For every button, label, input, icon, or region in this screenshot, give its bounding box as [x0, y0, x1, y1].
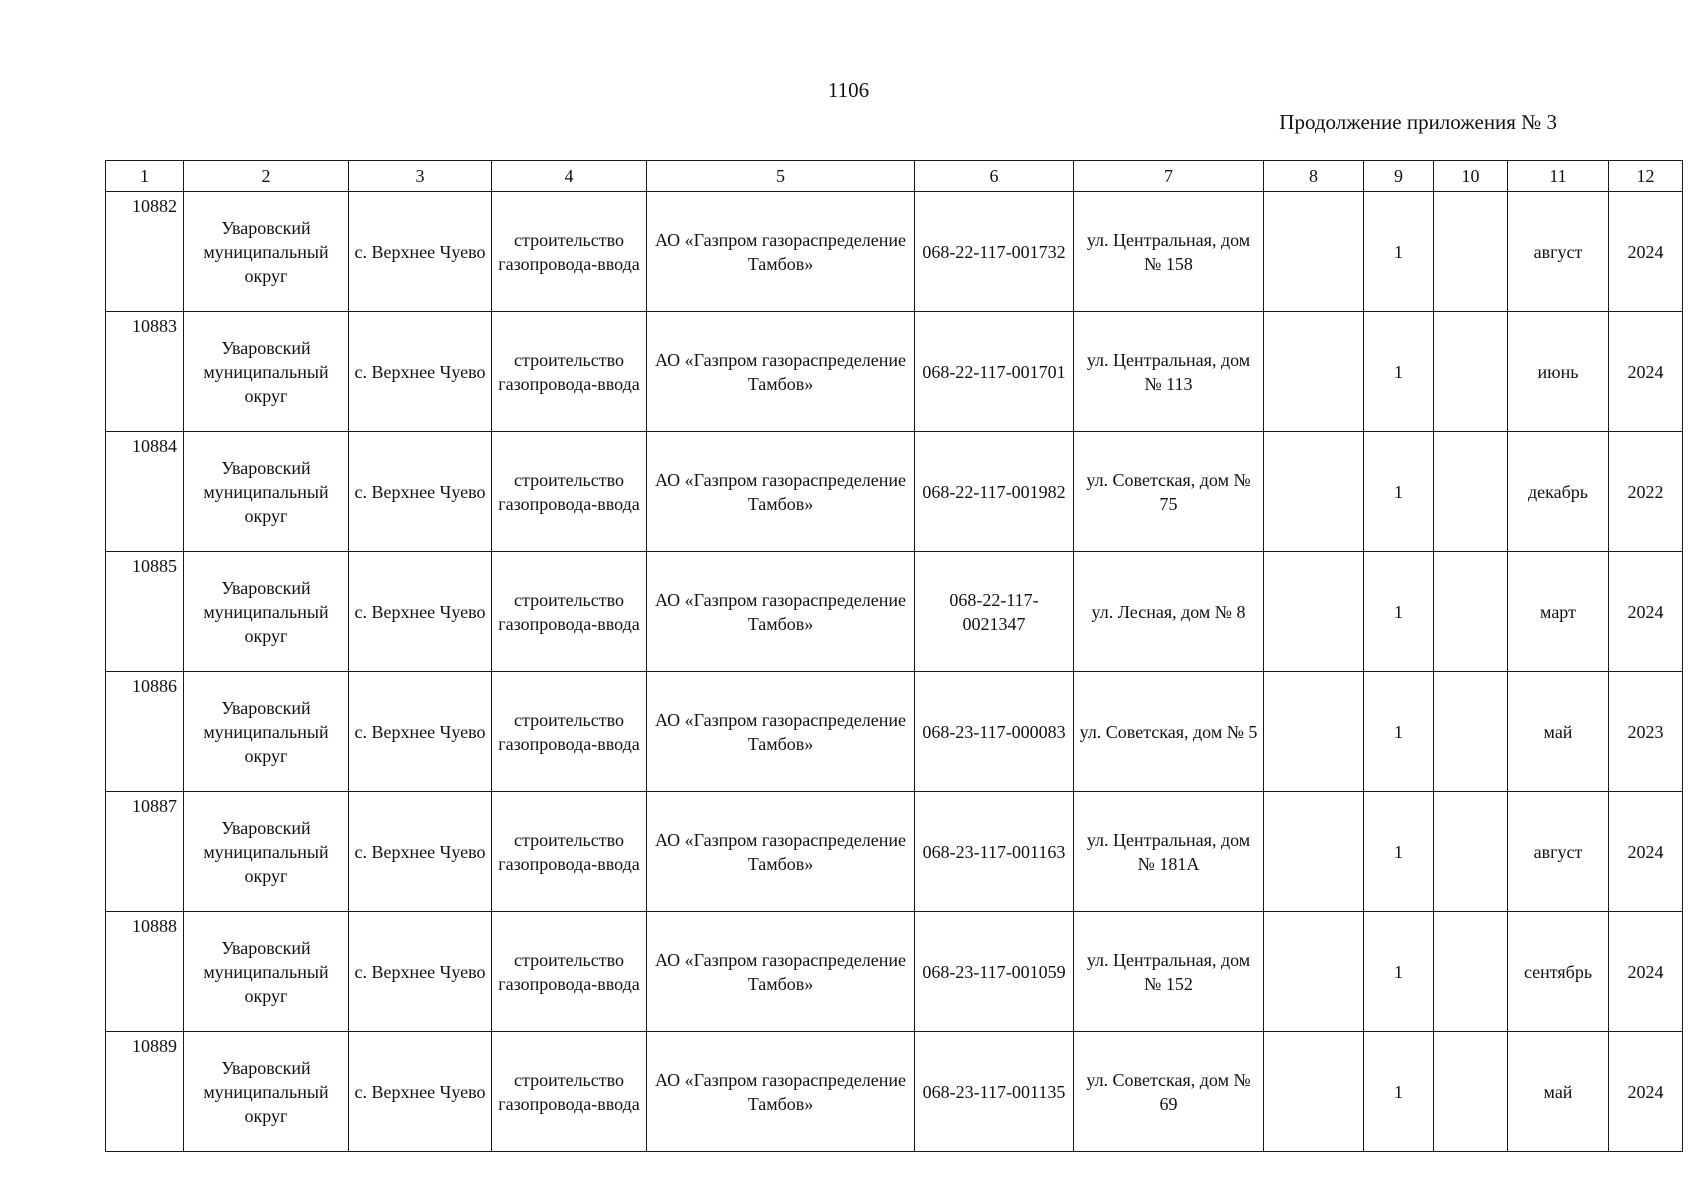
column-8-cell	[1264, 912, 1364, 1032]
year-cell: 2024	[1609, 792, 1683, 912]
settlement-cell: с. Верхнее Чуево	[349, 552, 492, 672]
column-8-cell	[1264, 672, 1364, 792]
address-cell: ул. Советская, дом № 5	[1074, 672, 1264, 792]
organization-cell: АО «Газпром газораспределение Тамбов»	[647, 792, 915, 912]
column-8-cell	[1264, 312, 1364, 432]
work-type-cell: строительство газопровода-ввода	[492, 552, 647, 672]
organization-cell: АО «Газпром газораспределение Тамбов»	[647, 1032, 915, 1152]
work-type-cell: строительство газопровода-ввода	[492, 432, 647, 552]
registry-code-cell: 068-23-117-000083	[915, 672, 1074, 792]
district-cell: Уваровский муниципальный округ	[184, 792, 349, 912]
work-type-cell: строительство газопровода-ввода	[492, 1032, 647, 1152]
year-cell: 2022	[1609, 432, 1683, 552]
settlement-cell: с. Верхнее Чуево	[349, 1032, 492, 1152]
year-cell: 2024	[1609, 912, 1683, 1032]
district-cell: Уваровский муниципальный округ	[184, 432, 349, 552]
settlement-cell: с. Верхнее Чуево	[349, 192, 492, 312]
address-cell: ул. Лесная, дом № 8	[1074, 552, 1264, 672]
quantity-cell: 1	[1364, 792, 1434, 912]
month-cell: май	[1508, 672, 1609, 792]
organization-cell: АО «Газпром газораспределение Тамбов»	[647, 432, 915, 552]
registry-code-cell: 068-23-117-001163	[915, 792, 1074, 912]
column-header: 6	[915, 161, 1074, 192]
registry-code-cell: 068-22-117-0021347	[915, 552, 1074, 672]
district-cell: Уваровский муниципальный округ	[184, 1032, 349, 1152]
appendix-title: Продолжение приложения № 3	[1279, 110, 1557, 134]
work-type-cell: строительство газопровода-ввода	[492, 792, 647, 912]
work-type-cell: строительство газопровода-ввода	[492, 312, 647, 432]
column-header: 5	[647, 161, 915, 192]
year-cell: 2024	[1609, 552, 1683, 672]
table-row	[106, 792, 1683, 912]
settlement-cell: с. Верхнее Чуево	[349, 792, 492, 912]
work-type-cell: строительство газопровода-ввода	[492, 912, 647, 1032]
quantity-cell: 1	[1364, 552, 1434, 672]
column-10-cell	[1434, 792, 1508, 912]
table-row	[106, 192, 1683, 312]
organization-cell: АО «Газпром газораспределение Тамбов»	[647, 552, 915, 672]
registry-code-cell: 068-22-117-001982	[915, 432, 1074, 552]
month-cell: август	[1508, 192, 1609, 312]
month-cell: август	[1508, 792, 1609, 912]
quantity-cell: 1	[1364, 912, 1434, 1032]
month-cell: май	[1508, 1032, 1609, 1152]
registry-code-cell: 068-23-117-001059	[915, 912, 1074, 1032]
work-type-cell: строительство газопровода-ввода	[492, 192, 647, 312]
address-cell: ул. Советская, дом № 69	[1074, 1032, 1264, 1152]
address-cell: ул. Центральная, дом № 152	[1074, 912, 1264, 1032]
address-cell: ул. Центральная, дом № 158	[1074, 192, 1264, 312]
column-header: 7	[1074, 161, 1264, 192]
registry-code-cell: 068-22-117-001701	[915, 312, 1074, 432]
quantity-cell: 1	[1364, 1032, 1434, 1152]
organization-cell: АО «Газпром газораспределение Тамбов»	[647, 912, 915, 1032]
column-8-cell	[1264, 1032, 1364, 1152]
column-header: 12	[1609, 161, 1683, 192]
column-header: 11	[1508, 161, 1609, 192]
quantity-cell: 1	[1364, 672, 1434, 792]
table-row	[106, 432, 1683, 552]
settlement-cell: с. Верхнее Чуево	[349, 912, 492, 1032]
column-10-cell	[1434, 432, 1508, 552]
organization-cell: АО «Газпром газораспределение Тамбов»	[647, 672, 915, 792]
row-number: 10888	[106, 912, 184, 1032]
district-cell: Уваровский муниципальный округ	[184, 552, 349, 672]
quantity-cell: 1	[1364, 312, 1434, 432]
month-cell: сентябрь	[1508, 912, 1609, 1032]
column-header: 4	[492, 161, 647, 192]
column-10-cell	[1434, 1032, 1508, 1152]
settlement-cell: с. Верхнее Чуево	[349, 672, 492, 792]
settlement-cell: с. Верхнее Чуево	[349, 312, 492, 432]
district-cell: Уваровский муниципальный округ	[184, 192, 349, 312]
settlement-cell: с. Верхнее Чуево	[349, 432, 492, 552]
column-10-cell	[1434, 552, 1508, 672]
row-number: 10885	[106, 552, 184, 672]
column-10-cell	[1434, 912, 1508, 1032]
column-10-cell	[1434, 312, 1508, 432]
district-cell: Уваровский муниципальный округ	[184, 312, 349, 432]
year-cell: 2023	[1609, 672, 1683, 792]
month-cell: март	[1508, 552, 1609, 672]
address-cell: ул. Центральная, дом № 113	[1074, 312, 1264, 432]
table-row	[106, 912, 1683, 1032]
organization-cell: АО «Газпром газораспределение Тамбов»	[647, 312, 915, 432]
column-10-cell	[1434, 192, 1508, 312]
quantity-cell: 1	[1364, 192, 1434, 312]
page-number: 1106	[827, 78, 870, 102]
column-header: 1	[106, 161, 184, 192]
row-number: 10887	[106, 792, 184, 912]
year-cell: 2024	[1609, 192, 1683, 312]
column-header: 3	[349, 161, 492, 192]
district-cell: Уваровский муниципальный округ	[184, 912, 349, 1032]
row-number: 10889	[106, 1032, 184, 1152]
registry-code-cell: 068-23-117-001135	[915, 1032, 1074, 1152]
column-8-cell	[1264, 792, 1364, 912]
address-cell: ул. Советская, дом № 75	[1074, 432, 1264, 552]
header-row	[106, 161, 1683, 192]
row-number: 10882	[106, 192, 184, 312]
column-header: 2	[184, 161, 349, 192]
column-header: 9	[1364, 161, 1434, 192]
column-8-cell	[1264, 552, 1364, 672]
work-type-cell: строительство газопровода-ввода	[492, 672, 647, 792]
row-number: 10884	[106, 432, 184, 552]
month-cell: декабрь	[1508, 432, 1609, 552]
table-row	[106, 672, 1683, 792]
register-table	[105, 160, 1683, 1152]
table-row	[106, 552, 1683, 672]
quantity-cell: 1	[1364, 432, 1434, 552]
column-header: 10	[1434, 161, 1508, 192]
column-10-cell	[1434, 672, 1508, 792]
address-cell: ул. Центральная, дом № 181А	[1074, 792, 1264, 912]
row-number: 10886	[106, 672, 184, 792]
column-8-cell	[1264, 432, 1364, 552]
organization-cell: АО «Газпром газораспределение Тамбов»	[647, 192, 915, 312]
year-cell: 2024	[1609, 312, 1683, 432]
row-number: 10883	[106, 312, 184, 432]
district-cell: Уваровский муниципальный округ	[184, 672, 349, 792]
registry-code-cell: 068-22-117-001732	[915, 192, 1074, 312]
month-cell: июнь	[1508, 312, 1609, 432]
year-cell: 2024	[1609, 1032, 1683, 1152]
table-row	[106, 1032, 1683, 1152]
column-header: 8	[1264, 161, 1364, 192]
table-row	[106, 312, 1683, 432]
column-8-cell	[1264, 192, 1364, 312]
